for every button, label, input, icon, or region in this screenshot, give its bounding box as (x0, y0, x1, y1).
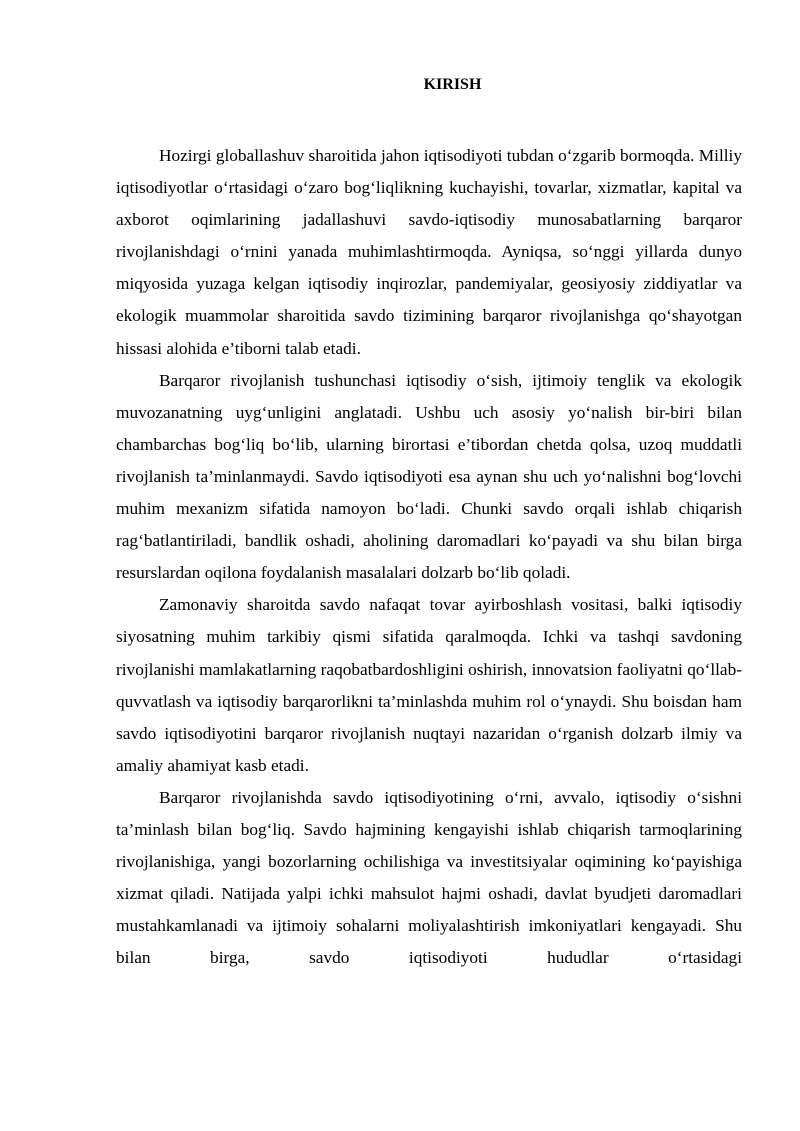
paragraph-3: Zamonaviy sharoitda savdo nafaqat tovar ayirboshlash vositasi, balki iqtisodiy siyosatning muhim tarkibiy qismi sifatida qaralmoqda. Ichki va tashqi savdoning rivojlanishi mamlakatlarning raqobatbardoshligini oshirish, innovatsion faoliyatni qo‘llab-quvvatlash va iqtisodiy barqarorlikni ta’minlashda muhim rol o‘ynaydi. Shu boisdan ham savdo iqtisodiyotini barqaror rivojlanish nuqtayi nazaridan o‘rganish dolzarb ilmiy va amaliy ahamiyat kasb etadi. (116, 595, 742, 775)
paragraph-2: Barqaror rivojlanish tushunchasi iqtisodiy o‘sish, ijtimoiy tenglik va ekologik muvozanatning uyg‘unligini anglatadi. Ushbu uch asosiy yo‘nalish bir-biri bilan chambarchas bog‘liq bo‘lib, ularning birortasi e’tibordan chetda qolsa, uzoq muddatli rivojlanish ta’minlanmaydi. Savdo iqtisodiyoti esa aynan shu uch yo‘nalishni bog‘lovchi muhim mexanizm sifatida namoyon bo‘ladi. Chunki savdo orqali ishlab chiqarish rag‘batlantiriladi, bandlik oshadi, aholining daromadlari ko‘payadi va shu bilan birga resurslardan oqilona foydalanish masalalari dolzarb bo‘lib qoladi. (116, 370, 742, 583)
paragraph-4: Barqaror rivojlanishda savdo iqtisodiyotining o‘rni, avvalo, iqtisodiy o‘sishni ta’minlash bilan bog‘liq. Savdo hajmining kengayishi ishlab chiqarish tarmoqlarining rivojlanishiga, yangi bozorlarning ochilishiga va investitsiyalar oqimining ko‘payishiga xizmat qiladi. Natijada yalpi ichki mahsulot hajmi oshadi, davlat byudjeti daromadlari mustahkamlanadi va ijtimoiy sohalarni moliyalashtirish imkoniyatlari kengayadi. Shu bilan birga, savdo iqtisodiyoti hududlar o‘rtasidagi (116, 787, 742, 968)
body-text (116, 140, 742, 974)
page-title: KIRISH (423, 76, 482, 93)
paragraph-1: Hozirgi globallashuv sharoitida jahon iqtisodiyoti tubdan o‘zgarib bormoqda. Milliy iqtisodiyotlar o‘rtasidagi o‘zaro bog‘liqlikning kuchayishi, tovarlar, xizmatlar, kapital va axborot oqimlarining jadallashuvi savdo-iqtisodiy munosabatlarning barqaror rivojlanishdagi o‘rnini yanada muhimlashtirmoqda. Ayniqsa, so‘nggi yillarda dunyo miqyosida yuzaga kelgan iqtisodiy inqirozlar, pandemiyalar, geosiyosiy ziddiyatlar va ekologik muammolar sharoitida savdo tizimining barqaror rivojlanishga qo‘shayotgan hissasi alohida e’tiborni talab etadi. (116, 146, 742, 358)
